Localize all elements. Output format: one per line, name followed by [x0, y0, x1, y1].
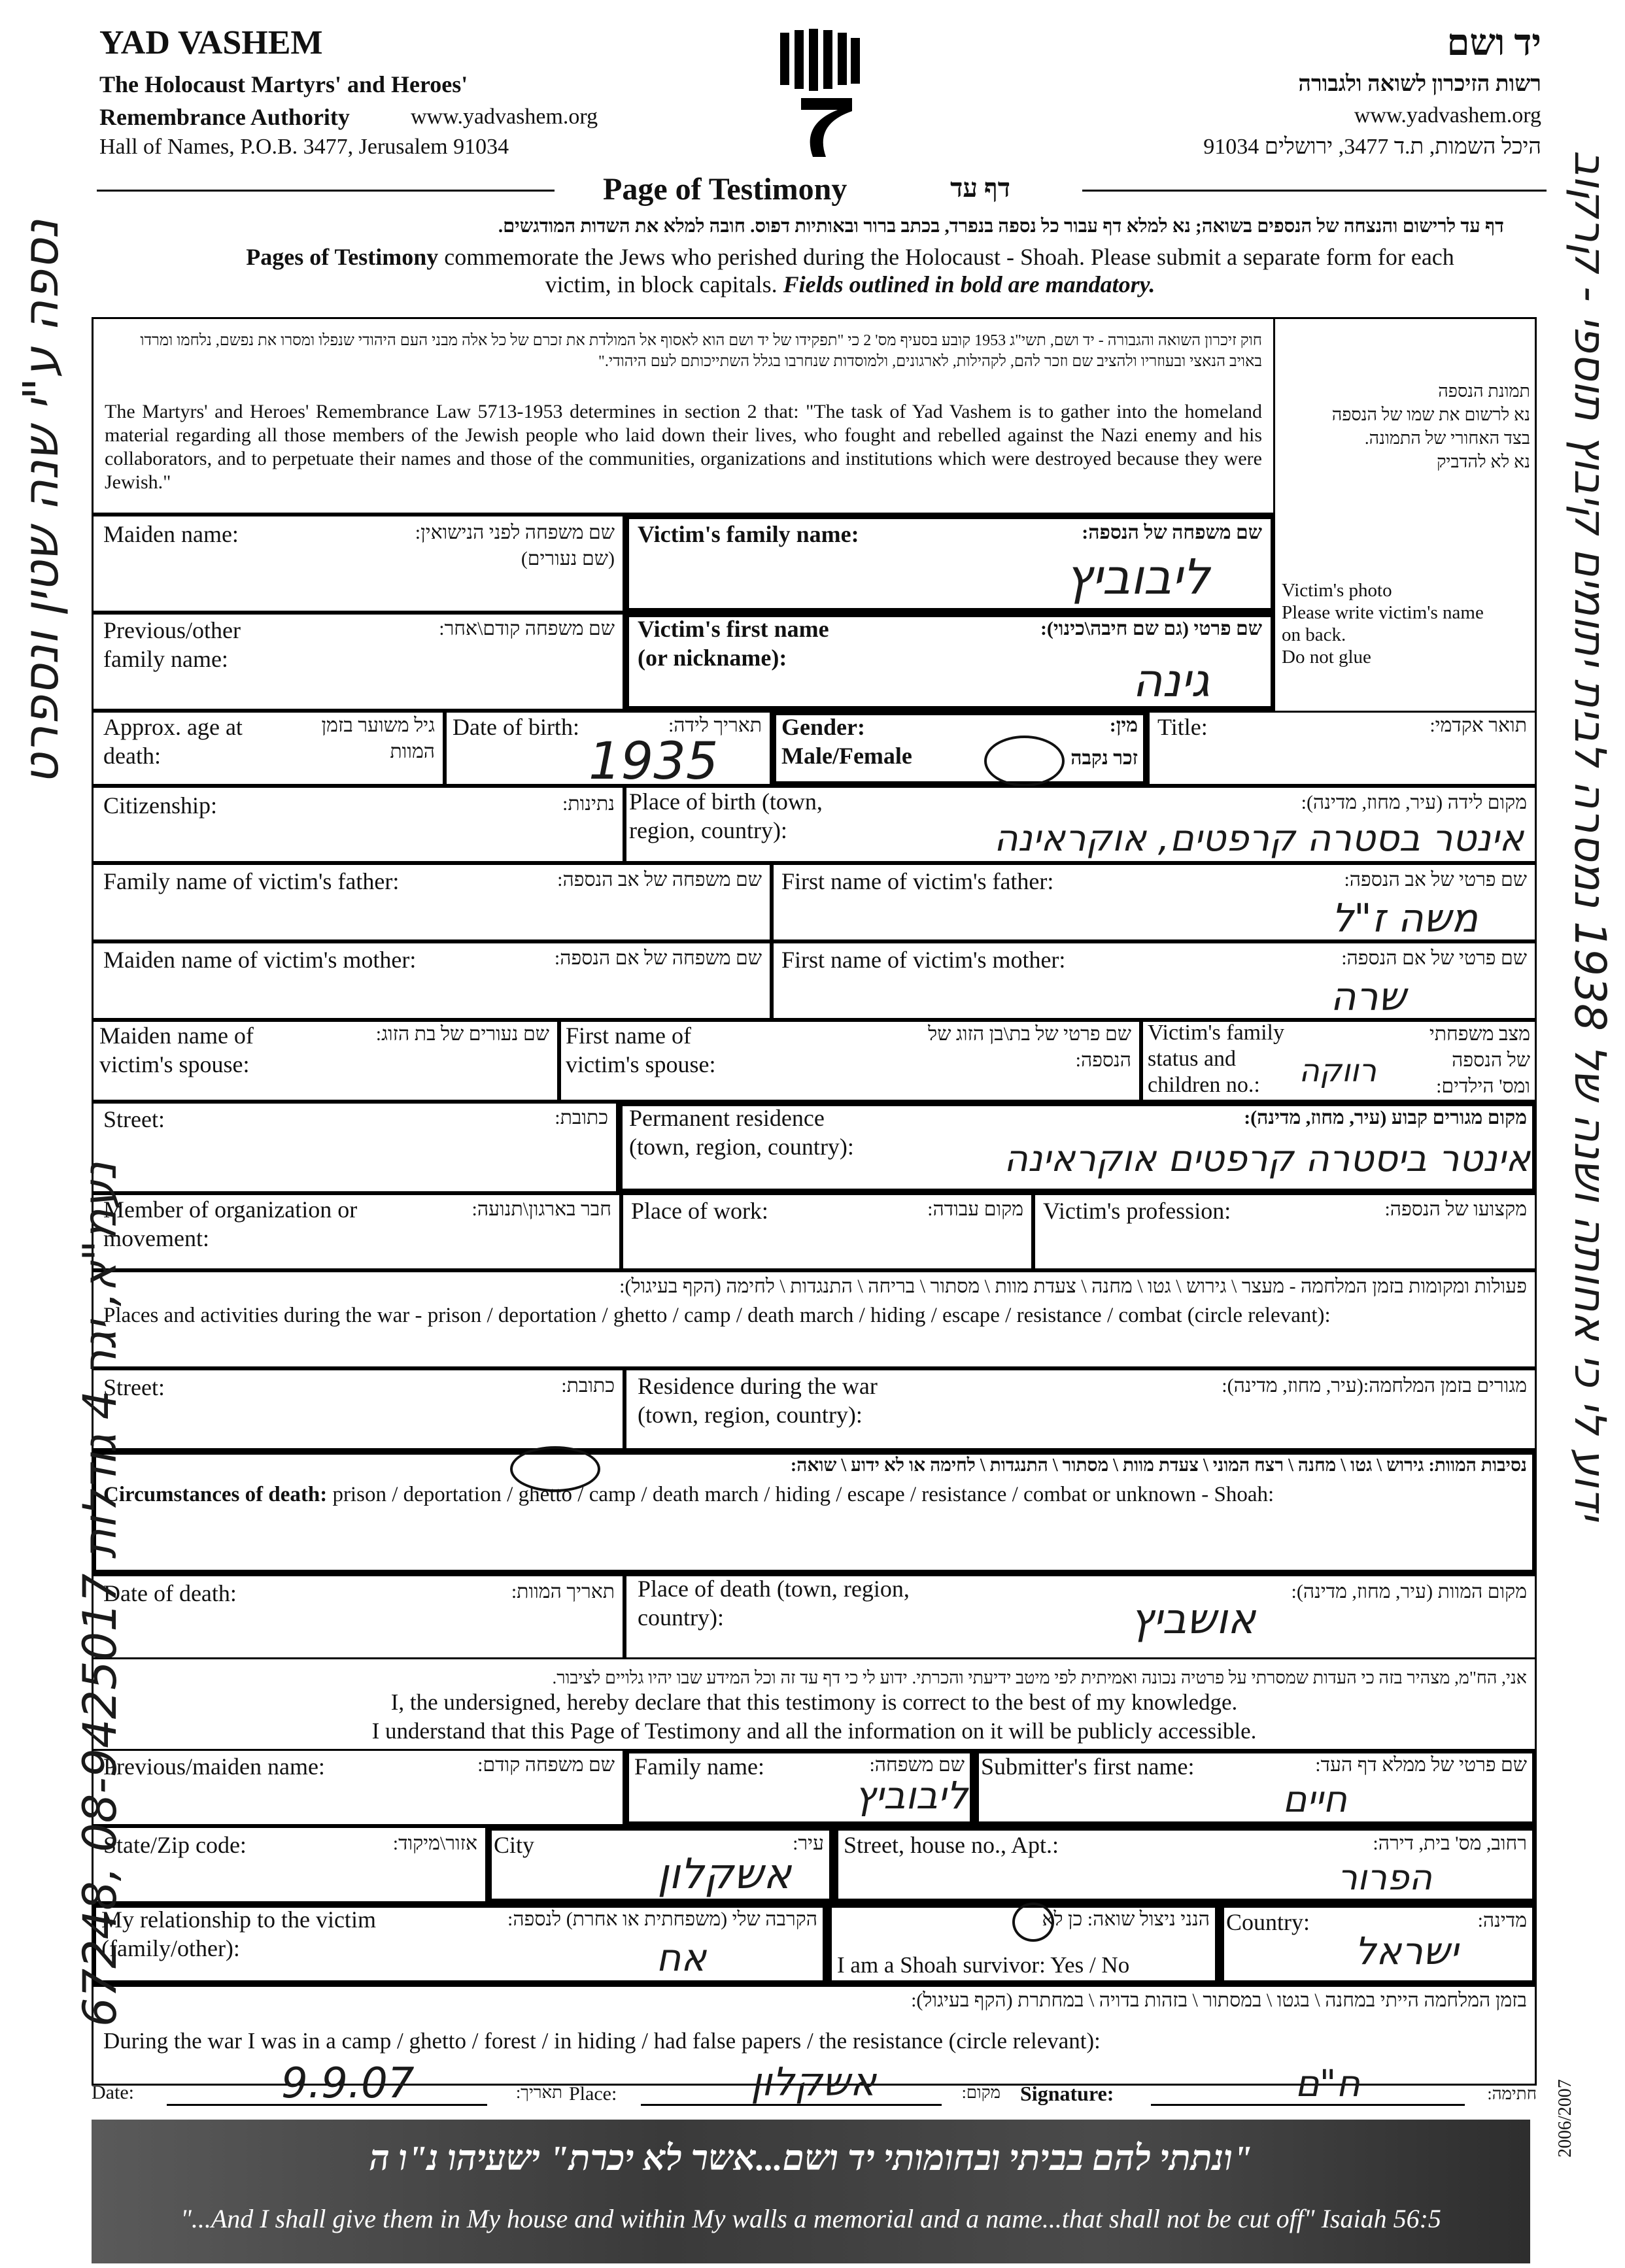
title-label-he: תואר אקדמי:	[1429, 715, 1527, 736]
hw-family-status: רווקה	[1299, 1053, 1377, 1089]
rel-label-en: My relationship to the victim (family/other):	[101, 1906, 376, 1961]
declaration-en-2: I understand that this Page of Testimony and all the information on it will be publicly accessible.	[371, 1718, 1257, 1744]
hw-place: אשקלון	[751, 2059, 876, 2105]
place-label-en: Place:	[569, 2083, 617, 2105]
instructions-he: דף עד לרישום והנצחה של הנספים בשואה; נא למלא דף עבור כל נספה בנפרד, בכתב ברור ובאותיות דפוס. חובה למלא את השדות המודגשים.	[498, 216, 1504, 237]
sub-family-label-en: Family name:	[634, 1753, 764, 1780]
state-label-en: State/Zip code:	[103, 1832, 247, 1858]
footer-quote-he: "ונתתי להם בביתי ובחומותי יד ושם...אשר לא יכרת" ישעיהו נ"ו ה	[369, 2139, 1253, 2178]
age-label-he: גיל משוער בזמן המוות	[321, 715, 435, 762]
mother-first-label-he: שם פרטי של אם הנספה:	[1341, 947, 1527, 969]
street2-label-he: רחוב, מס' בית, דירה:	[1373, 1833, 1527, 1854]
street2-label-en: Street, house no., Apt.:	[844, 1832, 1059, 1858]
gender-label-en: Gender: Male/Female	[781, 714, 912, 769]
footer-banner	[92, 2120, 1530, 2263]
war-res-label-he: מגורים בזמן המלחמה:(עיר, מחוז, מדינה):	[1222, 1375, 1527, 1396]
instructions-en-line1	[163, 243, 1537, 271]
hw-date-of-birth: 1935	[589, 732, 719, 791]
first-label-he: שם פרטי (גם שם חיבה\כינוי):	[1040, 618, 1262, 639]
father-first-label-en: First name of victim's father:	[781, 868, 1054, 894]
org-subtitle-en-2: Remembrance Authority	[99, 104, 350, 130]
hw-date: 9.9.07	[281, 2059, 415, 2108]
pod-label-he: מקום המוות (עיר, מחוז, מדינה):	[1291, 1581, 1527, 1602]
street-label-en: Street:	[103, 1106, 165, 1132]
instructions-en-line2	[163, 271, 1537, 298]
work-label-en: Place of work:	[631, 1198, 768, 1224]
gender-options-he: זכר נקבה	[1070, 747, 1138, 769]
pod-label-en: Place of death (town, region, country):	[638, 1576, 910, 1631]
maiden-label-en: Maiden name:	[103, 521, 239, 547]
war-label-he: פעולות ומקומות בזמן המלחמה - מעצר \ גירוש \ גטו \ מחנה \ צעדת מוות \ מסתור \ בריחה \ התנגדות \ לחימה (הקף בעיגול):	[619, 1276, 1527, 1297]
mother-maiden-label-he: שם משפחה של אם הנספה:	[554, 947, 762, 969]
hw-place-of-death: אושביץ	[1130, 1595, 1256, 1644]
mother-maiden-label-en: Maiden name of victim's mother:	[103, 947, 417, 973]
hw-margin-right-vertical: ידוע לי כי אחותה ושנה של 1938 נמסרה לבית יתומים קיבוץ תוספי - קרקוב	[1565, 150, 1615, 1521]
war-label-en: Places and activities during the war - prison / deportation / ghetto / camp / death march / hiding / escape / resistance / combat (circle relevant):	[103, 1304, 1331, 1327]
instructions-en-text-2: victim, in block capitals.	[545, 271, 783, 297]
pob-label-en: Place of birth (town, region, country):	[629, 788, 823, 843]
during-label-he: בזמן המלחמה הייתי במחנה \ בגטו \ במסתור \ בזהות בדויה \ במחתרת (הקף בעיגול):	[911, 1989, 1527, 2011]
previous-label-en: Previous/other family name:	[103, 617, 241, 672]
dob-label-he: תאריך לידה:	[668, 715, 762, 736]
sub-prev-label-he: שם משפחה קודם:	[477, 1754, 615, 1776]
hw-street-address: הפרור	[1337, 1857, 1432, 1898]
dob-label-en: Date of birth:	[453, 714, 579, 740]
address-en: Hall of Names, P.O.B. 3477, Jerusalem 91034	[99, 135, 509, 159]
country-label-he: מדינה:	[1477, 1910, 1527, 1931]
hw-permanent-residence: אינטר ביסטרה קרפטים אוקראינה	[1004, 1138, 1530, 1180]
war-street-label-en: Street:	[103, 1374, 165, 1400]
work-label-he: מקום עבודה:	[927, 1198, 1023, 1220]
website-he: www.yadvashem.org	[1354, 103, 1541, 127]
perm-label-en: Permanent residence (town, region, country):	[629, 1105, 854, 1160]
sub-prev-label-en: Previous/maiden name:	[103, 1753, 325, 1780]
status-label-he: מצב משפחתי של הנספה ומס' הילדים:	[1429, 1023, 1530, 1097]
gender-label-he: מין:	[1109, 715, 1138, 736]
org-label-en: Member of organization or movement:	[103, 1196, 358, 1251]
sub-first-label-en: Submitter's first name:	[981, 1753, 1195, 1780]
hw-father-first-name: משה ז"ל	[1331, 896, 1478, 941]
shoah-circle	[510, 1446, 600, 1492]
father-family-label-en: Family name of victim's father:	[103, 868, 400, 894]
org-title-he: יד ושם	[1446, 23, 1541, 63]
header-rule-right	[1082, 190, 1547, 192]
citizenship-label-en: Citizenship:	[103, 792, 217, 819]
sub-first-label-he: שם פרטי של ממלא דף העד:	[1315, 1754, 1527, 1776]
gender-circle-female	[984, 736, 1065, 787]
hw-margin-left-vertical-b: נספה ע"י שנה שטין ונספרט	[13, 219, 69, 785]
form-title-en: Page of Testimony	[603, 172, 847, 207]
spouse-first-label-en: First name of victim's spouse:	[566, 1023, 716, 1077]
during-label-en: During the war I was in a camp / ghetto / forest / in hiding / had false papers / the resistance (circle relevant):	[103, 2028, 1101, 2054]
prof-label-he: מקצועו של הנספה:	[1384, 1198, 1527, 1220]
law-text-he: חוק זיכרון השואה והגבורה - יד ושם, תשי"ג 1953 קובע בסעיף מס' 2 כי "תפקידו של יד ושם הוא לאסוף אל המולדת את זכרם של כל אלה מבני העם היהודי שנפלו ומסרו את נפשם, נלחמו ומרדו באויב הנאצי ובעוזריו ולהציב שם וזכר להם, לקהילות, לארגונים, ולמוסדות שנחרבו בגלל השתייכותם לעם היהודי."	[140, 332, 1262, 370]
hw-city: אשקלון	[657, 1850, 791, 1899]
instructions-en-mandatory: Fields outlined in bold are mandatory.	[783, 271, 1155, 297]
date-label-en: Date:	[92, 2082, 134, 2103]
circ-label-en	[103, 1480, 1529, 1509]
war-street-label-he: כתובת:	[561, 1375, 615, 1396]
family-label-en: Victim's family name:	[638, 521, 859, 547]
hw-submitter-family-name: ליבוביץ	[854, 1773, 968, 1818]
footer-year-code: 2006/2007	[1555, 2079, 1575, 2158]
website-en: www.yadvashem.org	[411, 105, 598, 129]
war-res-label-en: Residence during the war (town, region, country):	[638, 1373, 878, 1428]
city-label-he: עיר:	[793, 1833, 824, 1854]
photo-instructions-he: תמונת הנספה נא לרשום את שמו של הנספה בצד האחורי של התמונה. נא לא להדביק	[1331, 381, 1530, 471]
state-label-he: אזור\מיקוד:	[392, 1833, 477, 1854]
family-label-he: שם משפחה של הנספה:	[1082, 522, 1262, 543]
age-label-en: Approx. age at death:	[103, 714, 243, 769]
header-rule-left	[97, 190, 555, 192]
citizenship-label-he: נתינות:	[562, 793, 615, 815]
address-he: היכל השמות, ת.ד 3477, ירושלים 91034	[1203, 135, 1541, 159]
org-title-en: YAD VASHEM	[99, 24, 323, 61]
hw-mother-first-name: שרה	[1330, 974, 1406, 1020]
hw-submitter-first-name: חיים	[1282, 1778, 1347, 1821]
instructions-en-text: commemorate the Jews who perished during the Holocaust - Shoah. Please submit a separate form for each	[438, 244, 1454, 270]
father-first-label-he: שם פרטי של אב הנספה:	[1344, 869, 1527, 890]
mother-first-label-en: First name of victim's mother:	[781, 947, 1066, 973]
survivor-label-he: הנני ניצול שואה: כן לא	[1042, 1908, 1210, 1930]
maiden-label-he: שם משפחה לפני הנישואין: (שם נעורים)	[415, 522, 615, 569]
declaration-en-1: I, the undersigned, hereby declare that this testimony is correct to the best of my knowledge.	[390, 1689, 1238, 1715]
title-label-en: Title:	[1157, 714, 1208, 740]
city-label-en: City	[494, 1832, 535, 1858]
previous-label-he: שם משפחה קודם\אחר:	[439, 618, 615, 639]
form-title-he: דף עד	[950, 173, 1010, 203]
hw-margin-left-vertical: נעמ"א, יגר 4 גודלות 08-9425017 ,67248	[73, 1162, 127, 2027]
status-label-en: Victim's family status and children no.:	[1148, 1021, 1284, 1097]
org-subtitle-en-1: The Holocaust Martyrs' and Heroes'	[99, 71, 468, 97]
org-subtitle-he: רשות הזיכרון לשואה ולגבורה	[1298, 72, 1541, 96]
first-label-en: Victim's first name (or nickname):	[638, 616, 829, 671]
circ-label-he: נסיבות המוות: גירוש \ גטו \ מחנה \ רצח המוני \ צעדת מוות \ מסתור \ התנגדות \ לחימה או לא ידוע \ שואה:	[790, 1455, 1527, 1476]
footer-quote-en: "...And I shall give them in My house and within My walls a memorial and a name...that shall not be cut off" Isaiah 56:5	[180, 2204, 1441, 2233]
date-label-he: תאריך:	[515, 2083, 562, 2102]
photo-instructions-en: Victim's photo Please write victim's name on back. Do not glue	[1282, 580, 1484, 668]
street-label-he: כתובת:	[555, 1107, 608, 1128]
hw-country: ישראל	[1354, 1929, 1458, 1973]
instructions-en-bold: Pages of Testimony	[246, 244, 439, 270]
hw-signature: ח"ם	[1295, 2063, 1360, 2105]
spouse-maiden-label-en: Maiden name of victim's spouse:	[99, 1023, 254, 1077]
declaration-he: אני, הח"מ, מצהיר בזה כי העדות שמסרתי על פרטיה נכונה ואמיתית לפי מיטב ידיעתי והכרתי. ידוע לי כי דף עד זה וכל המידע שבו יהיו גלויים לציבור.	[552, 1668, 1527, 1687]
hw-relationship: אח	[656, 1935, 706, 1980]
circ-label-en-bold: Circumstances of death:	[103, 1483, 328, 1506]
signature-label-en: Signature:	[1020, 2082, 1114, 2105]
perm-label-he: מקום מגורים קבוע (עיר, מחוז, מדינה):	[1244, 1107, 1527, 1128]
sub-family-label-he: שם משפחה:	[869, 1754, 965, 1776]
dod-label-he: תאריך המוות:	[511, 1581, 615, 1602]
hw-place-of-birth: אינטר בסטרה קרפטים, אוקראינה	[993, 817, 1524, 860]
hw-first-name: גינה	[1132, 654, 1210, 707]
hw-family-name: ליבוביץ	[1065, 549, 1210, 605]
signature-label-he: חתימה:	[1487, 2084, 1537, 2103]
place-label-he: מקום:	[961, 2083, 1001, 2102]
yad-vashem-logo	[775, 26, 866, 163]
rel-label-he: הקרבה שלי (משפחתית או אחרת) לנספה:	[507, 1908, 817, 1930]
org-label-he: חבר בארגון\תנועה:	[471, 1198, 611, 1220]
prof-label-en: Victim's profession:	[1043, 1198, 1231, 1224]
country-label-en: Country:	[1226, 1909, 1310, 1935]
pob-label-he: מקום לידה (עיר, מחוז, מדינה):	[1301, 792, 1527, 813]
spouse-first-label-he: שם פרטי של בת\בן הזוג של הנספה:	[928, 1023, 1131, 1071]
circ-label-en-text: prison / deportation / ghetto / camp / death march / hiding / escape / resistance / combat or unknown - Shoah:	[327, 1483, 1274, 1506]
survivor-label-en: I am a Shoah survivor: Yes / No	[837, 1952, 1130, 1978]
dod-label-en: Date of death:	[103, 1580, 237, 1606]
father-family-label-he: שם משפחה של אב הנספה:	[557, 869, 762, 890]
spouse-maiden-label-he: שם נעורים של בת הזוג:	[375, 1023, 549, 1045]
law-text-en: The Martyrs' and Heroes' Remembrance Law 5713-1953 determines in section 2 that: "The task of Yad Vashem is to gather into the homeland material regarding all those members of the Jewish people who laid down their lives, who fought and rebelled against the Nazi enemy and his collaborators, and to perpetuate their names and those of the communities, organizations and institutions which were destroyed because they were Jewish."	[105, 401, 1262, 493]
survivor-yes-circle	[1012, 1903, 1054, 1942]
